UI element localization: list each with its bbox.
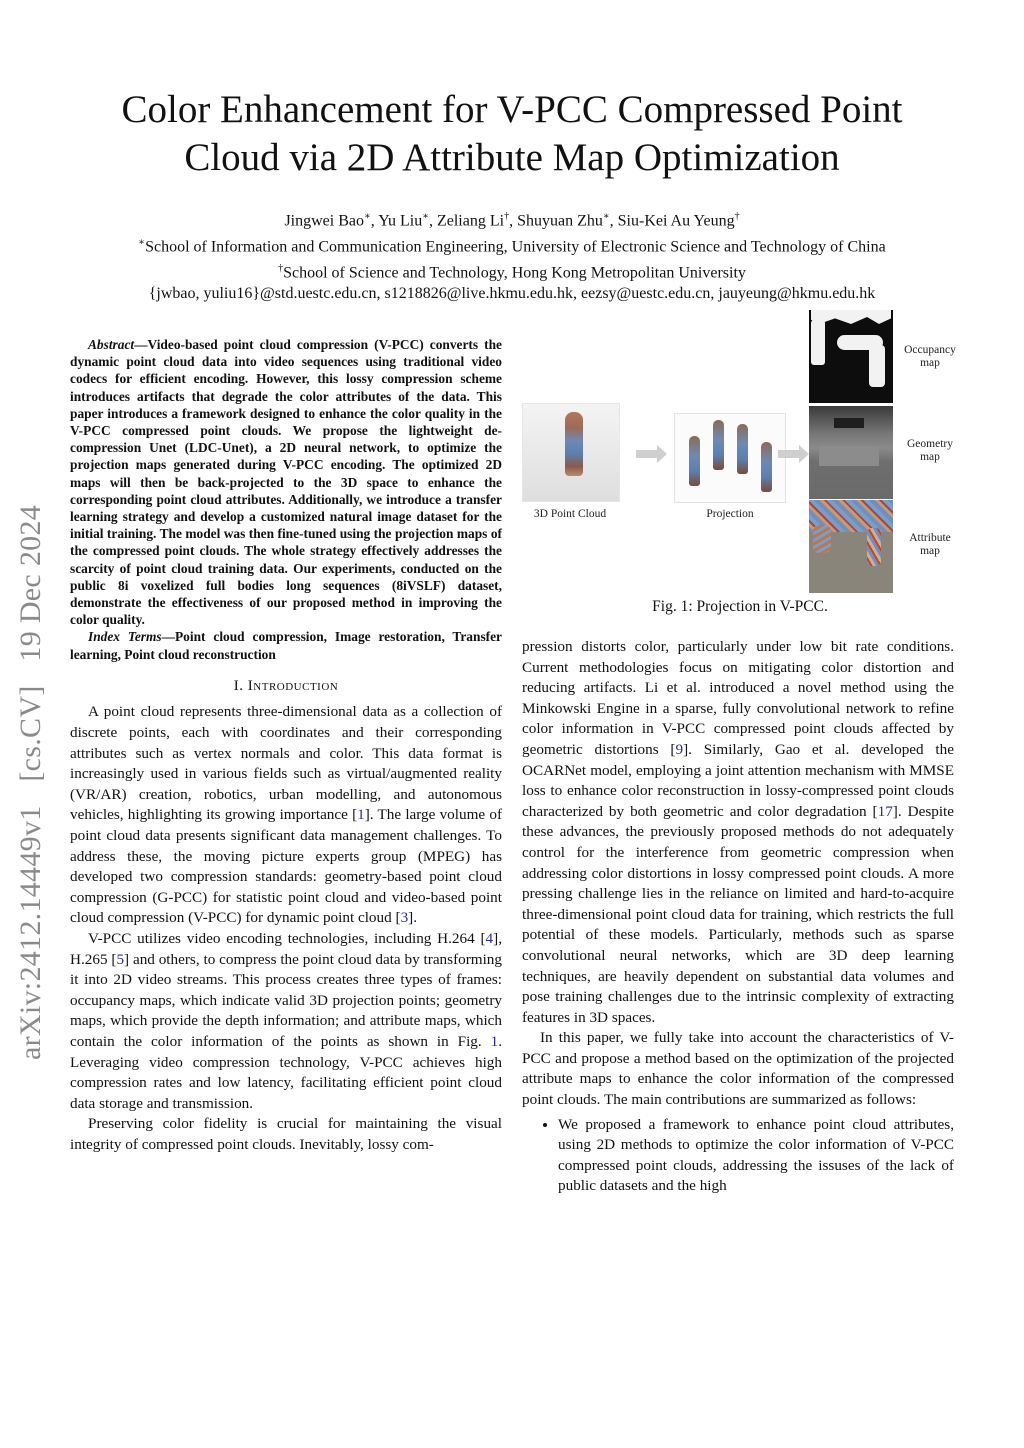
affiliation [0,258,1024,284]
label-3d-point-cloud: 3D Point Cloud [533,508,607,520]
paragraph-text: ]. Despite these advances, the previously proposed methods do not adequately control for the interference from geometric compression when addressing color distortions in lossy compressed point clouds. A more pressing challenge lies in the reliance on limited and hard-to-acquire three-dimensional point cloud data for training, which restricts the full potential of these models. Particularly, methods such as sparse convolutional neural networks, which are 3D deep learning techniques, are heavily dependent on substantial data volumes and pose training challenges due to the intrinsic complexity of extracting features in 3D spaces. [522,802,955,1026]
section-number: I. [233,677,244,694]
abstract [70,336,502,628]
section-title: Introduction [247,677,339,694]
arxiv-stamp [14,505,48,1060]
affiliation-mark: ∗ [138,236,146,248]
label-attribute-map [898,532,962,558]
author-name: Zeliang Li [436,212,505,230]
point-cloud-image [522,403,620,502]
author-name: Siu-Kei Au Yeung [617,212,735,230]
left-column [70,336,502,1156]
abstract-text: —Video-based point cloud compression (V-PCC) converts the dynamic point cloud data into video sequences using traditional video codecs for efficient encoding. However, this lossy compression scheme introduces artifacts that degrade the color attributes of the data. This paper introduces a framework designed to enhance the color quality in the V-PCC compressed point clouds. We propose the lightweight de-compression Unet (LDC-Unet), a 2D neural network, to optimize the projection maps generated during V-PCC encoding. The optimized 2D maps will then be back-projected to the 3D space to enhance the corresponding point cloud attributes. Additionally, we introduce a transfer learning strategy and develop a customized natural image dataset for the initial training. The model was then fine-tuned using the projection maps of the compressed point clouds. The whole strategy effectively addresses the scarcity of point cloud training data. Our experiments, conducted on the public 8i voxelized full bodies long sequences (8iVSLF) dataset, demonstrate the effectiveness of our proposed method in improving the color quality. [70,337,502,628]
author-emails: {jwbao, yuliu16}@std.uestc.edu.cn, s1218826@live.hkmu.edu.hk, eezsy@uestc.edu.cn, jauyeung@hkmu.edu.hk [148,285,876,303]
label-line: Occupancy [904,344,956,356]
citation-link[interactable]: 4 [485,929,494,947]
figure-1 [520,310,960,622]
label-occupancy-map [898,344,962,370]
paragraph-text: pression distorts color, particularly under low bit rate conditions. Current methodologies focus on mitigating color distortion and reducing artifacts. Li et al. introduced a novel method using the Minkowski Engine in a sparse, fully convolutional network to refine color information in V-PCC compressed point clouds affected by geometric distortions [ [522,638,954,758]
arxiv-category: [cs.CV] [14,685,47,782]
citation-link[interactable]: 3 [400,909,409,927]
author-mark: ∗ [363,211,371,222]
intro-paragraph-3: Preserving color fidelity is crucial for maintaining the visual integrity of compressed point clouds. Inevitably, lossy com- [70,1115,502,1153]
affiliation-text: School of Science and Technology, Hong Kong Metropolitan University [283,263,746,281]
figure-caption: Fig. 1: Projection in V-PCC. [652,598,828,615]
attribute-map-image [809,500,893,593]
citation-link[interactable]: 5 [116,950,125,968]
paragraph-text: ]. Similarly, Gao et al. developed the OCARNet model, employing a joint attention mechanism with MMSE loss to enhance color reconstruction in lossy-compressed point clouds characterized by both geometric and color degradation [ [522,740,954,820]
abstract-label: Abstract [88,337,135,352]
right-column [522,637,954,1197]
author-mark: ∗ [602,211,610,222]
author-mark: † [504,211,510,222]
paragraph-text: . Leveraging video compression technology, V-PCC achieves high compression rates and low latency, facilitating efficient point cloud data storage and transmission. [70,1032,502,1112]
maps-group [680,310,956,600]
author-block [0,206,1024,305]
title-line-2: Cloud via 2D Attribute Map Optimization [184,136,840,179]
intro-paragraph-4: In this paper, we fully take into account the characteristics of V-PCC and propose a method based on the optimization of the projected attribute maps to enhance the color information of the compressed point clouds. The main contributions are summarized as follows: [522,1029,954,1109]
index-terms-label: Index Terms [88,629,162,645]
author-name: Shuyuan Zhu [517,212,603,230]
label-line: map [920,357,940,369]
human-figure-icon [565,412,583,476]
occupancy-map-image [809,310,893,403]
geometry-map-image [809,406,893,499]
figure-link[interactable]: 1 [490,1032,499,1050]
index-terms-text: —Point cloud compression, Image restoration, Transfer learning, Point cloud reconstruction [70,629,502,662]
section-heading-introduction [70,676,502,697]
paragraph-text: ]. The large volume of point cloud data presents significant data management challenges. To address these, the moving picture experts group (MPEG) has developed two compression standards: geometry-based point cloud compression (G-PCC) for statistic point cloud and video-based point cloud compression (V-PCC) for dynamic point cloud [ [70,806,502,927]
citation-link[interactable]: 17 [877,802,893,820]
paragraph-text: ], H.265 [ [70,929,502,968]
paragraph-text: V-PCC utilizes video encoding technologies, including H.264 [ [88,929,486,947]
citation-link[interactable]: 9 [675,740,684,758]
contribution-item: • We proposed a framework to enhance point cloud attributes, using 2D methods to optimize the color information of V-PCC compressed point clouds, addressing the issuses of the lack of public datasets and the high [558,1115,954,1197]
affiliation [0,232,1024,258]
label-projection: Projection [706,508,754,520]
author-name: Yu Liu [378,212,423,230]
author-name: Jingwei Bao [284,212,364,230]
index-terms [70,628,502,662]
author-mark: † [734,211,740,222]
paragraph-text: ]. [408,909,418,927]
label-line: Attribute [909,532,951,544]
contributions-list [522,1115,954,1197]
intro-paragraph-1 [70,702,502,929]
author-mark: ∗ [422,211,429,222]
intro-paragraph-3-continued [522,637,954,1028]
title-line-1: Color Enhancement for V-PCC Compressed Point [121,88,903,131]
affiliation-text: School of Information and Communication Engineering, University of Electronic Science and Technology of China [145,238,886,256]
label-line: map [920,545,940,557]
paragraph-text: A point cloud represents three-dimensional data as a collection of discrete points, each with coordinates and their corresponding attributes such as vertex normals and color. This data format is increasingly used in various fields such as virtual/augmented reality (VR/AR) creation, robotics, urban modelling, and autonomous vehicles, highlighting its growing importance [ [70,703,502,824]
paper-title [0,86,1024,182]
label-line: Geometry [907,438,953,450]
arxiv-date: 19 Dec 2024 [14,504,47,662]
intro-paragraph-2 [70,929,502,1114]
label-geometry-map [898,438,962,464]
citation-link[interactable]: 1 [357,806,365,824]
arrow-right-icon [636,450,658,458]
label-line: map [920,451,940,463]
paragraph-text: ] and others, to compress the point cloud data by transforming it into 2D video streams. This process creates three types of frames: occupancy maps, which indicate valid 3D projection points; geometry maps, which provide the depth information; and attribute maps, which contain the color information of the points as shown in Fig. [70,950,502,1050]
arxiv-id: arXiv:2412.14449v1 [14,805,47,1060]
author-list: Jingwei Bao∗, Yu Liu∗, Zeliang Li†, Shuyuan Zhu∗, Siu-Kei Au Yeung† [284,211,740,230]
affiliation-mark: † [278,262,284,274]
